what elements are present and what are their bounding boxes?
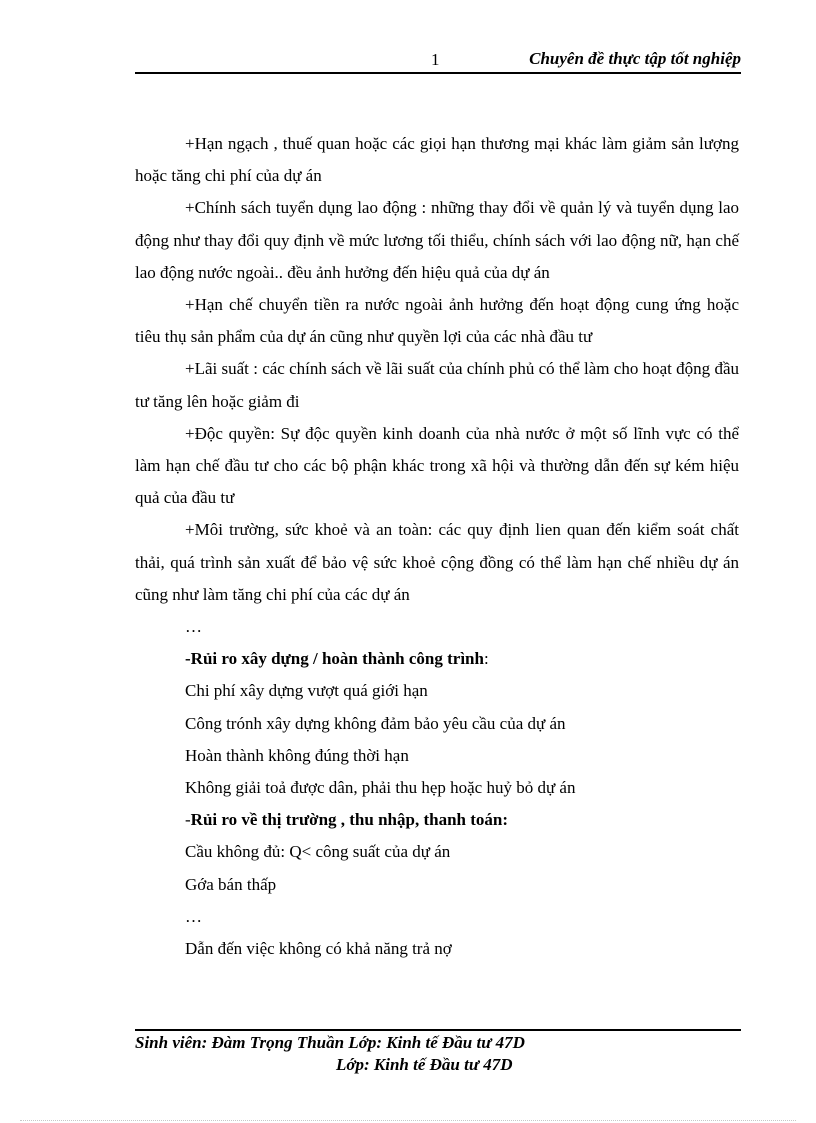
list-item: Cầu không đủ: Q< công suất của dự án [185,842,451,862]
ellipsis: … [185,617,202,637]
paragraph-environment: +Môi trường, sức khoẻ và an toàn: các quy định lien quan đến kiểm soát chất thải, quá trình sản xuất để bảo vệ sức khoẻ cộng đồng có thể làm hạn chế nhiều dự án cũng như làm tăng chi phí của các dự án [135,520,739,604]
section-heading-construction-risk [135,643,739,675]
section-heading-market-risk [135,804,739,836]
paragraph-interest-rate: +Lãi suất : các chính sách về lãi suất của chính phủ có thể làm cho hoạt động đầu tư tăng lên hoặc giảm đi [135,359,739,411]
heading-construction-text: -Rủi ro xây dựng / hoàn thành công trình [185,649,484,669]
header-title: Chuyên đề thực tập tốt nghiệp [529,49,741,68]
paragraph-quota: +Hạn ngạch , thuế quan hoặc các giọi hạn thương mại khác làm giảm sản lượng hoặc tăng chi phí của dự án [135,134,739,186]
page-header [135,46,741,74]
footer-student-info: Sinh viên: Đàm Trọng Thuần Lớp: Kinh tế Đầu tư 47D [135,1033,525,1052]
list-item: Gớa bán thấp [185,874,277,894]
page-number: 1 [431,50,440,69]
list-item: Dẫn đến việc không có khả năng trả nợ [185,939,452,959]
ellipsis: … [185,906,202,926]
list-item: Không giải toả được dân, phải thu hẹp hoặc huỷ bỏ dự án [185,778,576,798]
list-item: Chi phí xây dựng vượt quá giới hạn [185,681,428,701]
heading-colon: : [483,649,489,669]
paragraph-money-transfer: +Hạn chế chuyển tiền ra nước ngoài ảnh hưởng đến hoạt động cung ứng hoặc tiêu thụ sản phẩm của dự án cũng như quyền lợi của các nhà đầu tư [135,295,739,347]
document-body [135,128,739,965]
heading-dash: - [185,810,191,830]
list-item: Hoàn thành không đúng thời hạn [185,745,409,765]
heading-market-text: Rủi ro về thị trường , thu nhập, thanh toán: [190,810,509,830]
footer-class-info: Lớp: Kinh tế Đầu tư 47D [336,1055,513,1074]
paragraph-labor-policy: +Chính sách tuyển dụng lao động : những thay đổi về quản lý và tuyển dụng lao động như thay đổi quy định về mức lương tối thiểu, chính sách với lao động nữ, hạn chế lao động nước ngoài.. đều ảnh hưởng đến hiệu quả của dự án [135,198,739,282]
footer-divider [135,1029,741,1031]
page-bottom-border [20,1120,796,1121]
list-item: Công trónh xây dựng không đảm bảo yêu cầu của dự án [185,713,566,733]
paragraph-monopoly: +Độc quyền: Sự độc quyền kinh doanh của nhà nước ở một số lĩnh vực có thể làm hạn chế đầu tư cho các bộ phận khác trong xã hội và thường dẫn đến sự kém hiệu quả của đầu tư [135,423,739,508]
